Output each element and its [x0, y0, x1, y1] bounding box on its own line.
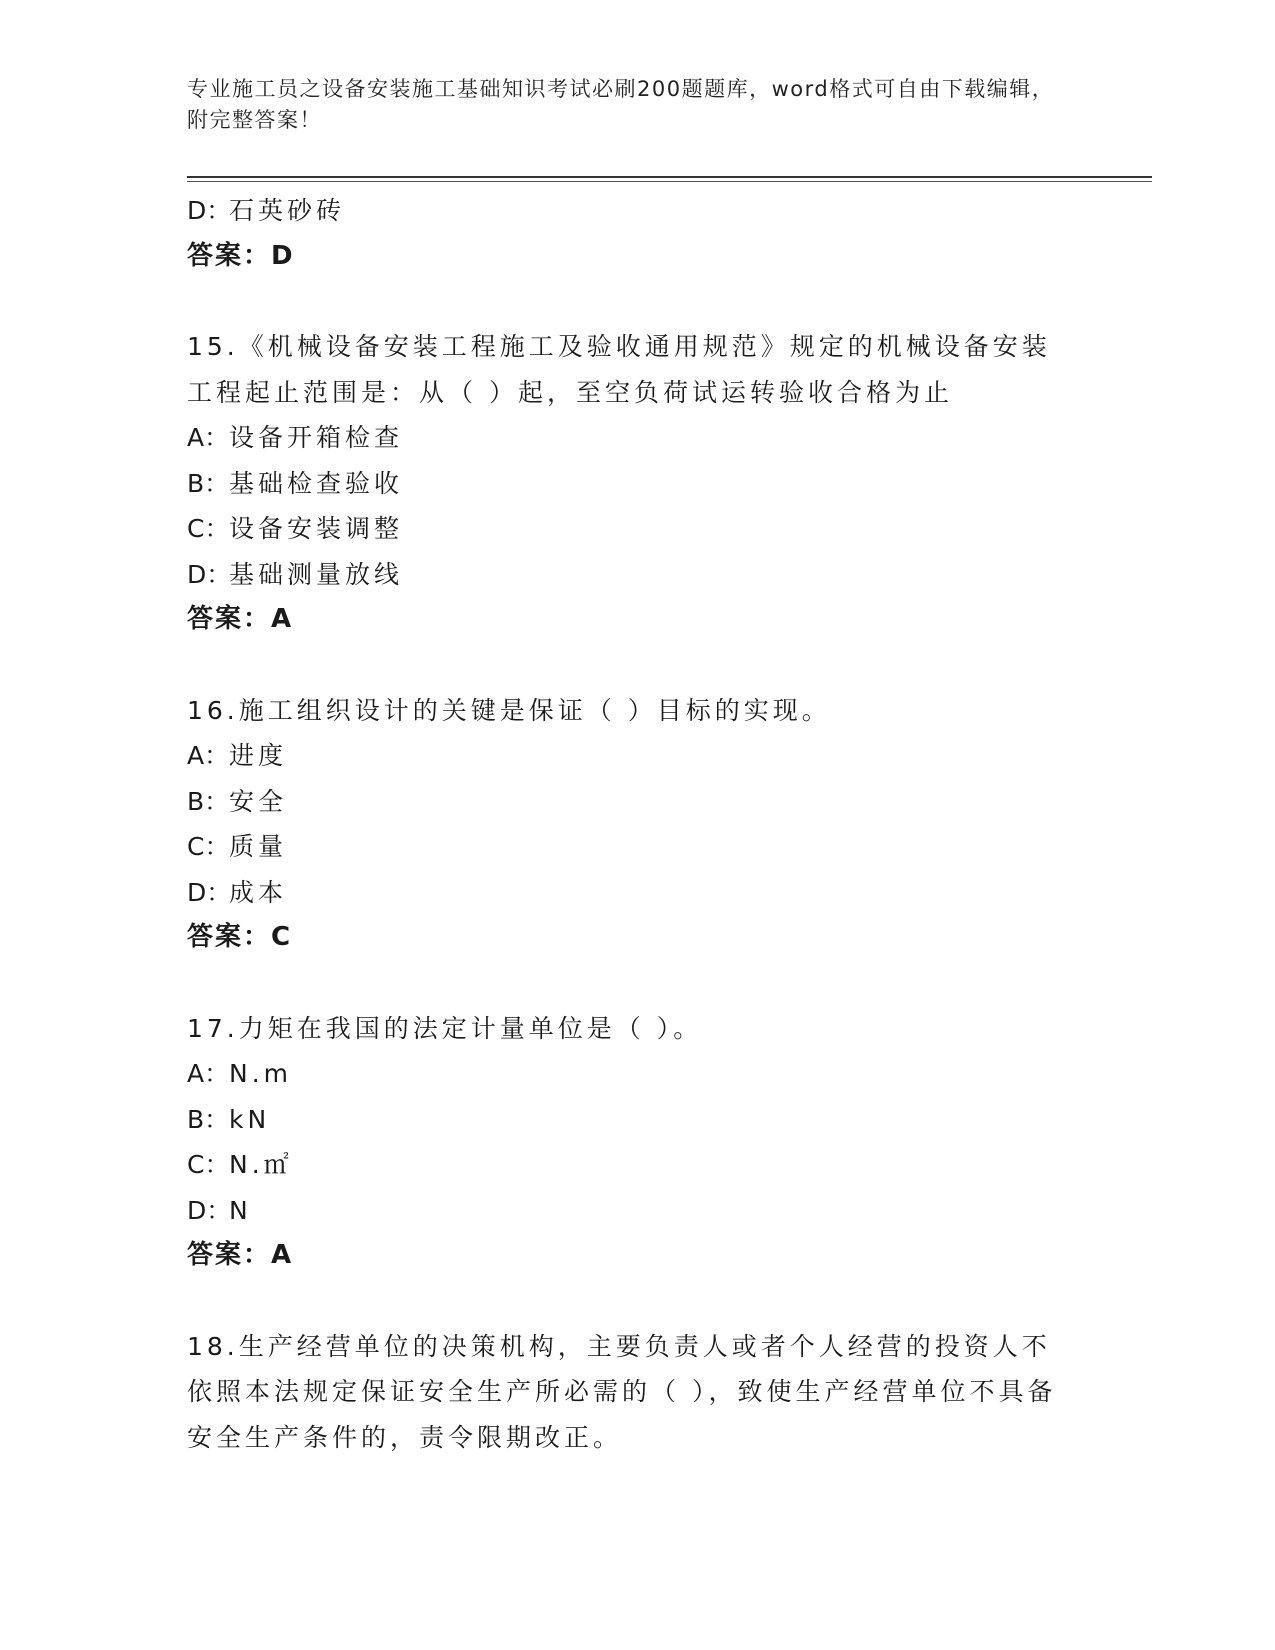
option-key: B： [187, 1104, 230, 1134]
header-divider-thick [187, 176, 1152, 178]
option-row [187, 733, 1087, 779]
option-text: 石英砂砖 [229, 196, 346, 225]
option-key: C： [187, 514, 230, 543]
option-row [187, 1142, 1087, 1188]
previous-question-tail [187, 188, 1087, 279]
question-block [187, 324, 1087, 643]
question-block [187, 1006, 1087, 1279]
option-row [187, 415, 1087, 461]
option-text: 基础测量放线 [229, 559, 404, 589]
question-stem: 16.施工组织设计的关键是保证（ ）目标的实现。 [187, 695, 831, 725]
option-key: C： [187, 1150, 230, 1179]
option-key: A： [187, 423, 230, 452]
option-key: D： [187, 1195, 232, 1225]
option-text: N [229, 1195, 252, 1225]
option-row [187, 188, 1087, 234]
question-block [187, 688, 1087, 961]
option-key: C： [187, 832, 230, 861]
answer-line: 答案：A [187, 604, 294, 634]
option-text: kN [229, 1104, 271, 1134]
option-row [187, 870, 1087, 916]
option-key: A： [187, 741, 230, 770]
page-header: 专业施工员之设备安装施工基础知识考试必刷200题题库，word格式可自由下载编辑，附完整答案！ [187, 77, 1055, 132]
question-content [187, 188, 1087, 1460]
answer-line: 答案：A [187, 1240, 294, 1270]
answer-line: 答案：D [187, 240, 295, 271]
option-row [187, 1051, 1087, 1097]
option-text: 基础检查验收 [229, 468, 404, 498]
option-text: N.m [229, 1059, 293, 1088]
option-key: B： [187, 786, 230, 816]
option-row [187, 779, 1087, 825]
option-text: 成本 [229, 877, 288, 907]
option-text: 设备开箱检查 [229, 423, 404, 452]
option-key: D： [187, 559, 232, 589]
question-block [187, 1324, 1087, 1461]
option-text: N.㎡ [229, 1150, 293, 1179]
option-text: 质量 [229, 832, 288, 861]
question-stem: 15.《机械设备安装工程施工及验收通用规范》规定的机械设备安装工程起止范围是：从（ ）起，至空负荷试运转验收合格为止 [187, 332, 1051, 407]
option-key: B： [187, 468, 230, 498]
option-row [187, 506, 1087, 552]
option-row [187, 461, 1087, 507]
option-text: 进度 [229, 741, 288, 770]
option-text: 设备安装调整 [229, 514, 404, 543]
option-row [187, 824, 1087, 870]
option-key: D： [187, 877, 232, 907]
question-stem: 17.力矩在我国的法定计量单位是（ ）。 [187, 1013, 703, 1043]
question-stem: 18.生产经营单位的决策机构，主要负责人或者个人经营的投资人不依照本法规定保证安全生产所必需的（ ），致使生产经营单位不具备安全生产条件的，责令限期改正。 [187, 1331, 1057, 1452]
option-row [187, 1097, 1087, 1143]
option-key: D： [187, 196, 232, 225]
header-divider-thin [187, 181, 1152, 182]
option-text: 安全 [229, 786, 288, 816]
answer-line: 答案：C [187, 922, 293, 952]
option-row [187, 1188, 1087, 1234]
option-key: A： [187, 1059, 230, 1088]
option-row [187, 552, 1087, 598]
